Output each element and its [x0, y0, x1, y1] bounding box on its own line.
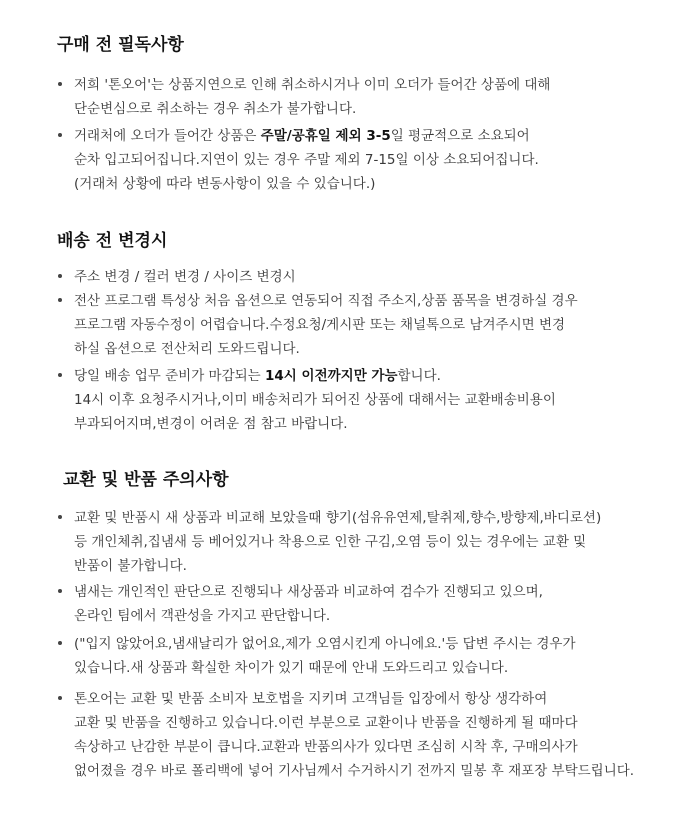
emphasis-text: 14시 이전까지만 가능 — [265, 368, 398, 384]
item-line: 부과되어지며,변경이 어려운 점 참고 바랍니다. — [74, 416, 348, 432]
item-line: 14시 이후 요청주시거나,이미 배송처리가 되어진 상품에 대해서는 교환배송비용이 — [74, 392, 556, 408]
list-item — [58, 124, 678, 196]
list-item — [58, 265, 678, 289]
emphasis-text: 주말/공휴일 제외 3-5 — [260, 128, 391, 144]
bullet-icon — [58, 589, 62, 593]
item-line: 톤오어는 교환 및 반품 소비자 보호법을 지키며 고객님들 입장에서 항상 생각하여 — [74, 691, 548, 707]
bullet-icon — [58, 641, 62, 645]
item-line: 전산 프로그램 특성상 처음 옵션으로 연동되어 직접 주소지,상품 품목을 변경하실 경우 — [74, 293, 578, 309]
list-item — [58, 364, 678, 436]
item-line: 교환 및 반품을 진행하고 있습니다.이런 부분으로 교환이나 반품을 진행하게 될 때마다 — [74, 715, 578, 731]
list-item — [58, 73, 678, 121]
item-line — [58, 124, 678, 148]
item-line — [58, 364, 678, 388]
item-line: 없어졌을 경우 바로 폴리백에 넣어 기사님께서 수거하시기 전까지 밀봉 후 재포장 부탁드립니다. — [74, 763, 635, 779]
line-text: 합니다. — [397, 368, 441, 384]
item-line: 저희 '톤오어'는 상품지연으로 인해 취소하시거나 이미 오더가 들어간 상품에 대해 — [74, 77, 551, 93]
list-item — [58, 632, 678, 680]
item-line: 단순변심으로 취소하는 경우 취소가 불가합니다. — [74, 101, 357, 117]
item-line: 있습니다.새 상품과 확실한 차이가 있기 때문에 안내 도와드리고 있습니다. — [74, 660, 509, 676]
item-line: 온라인 팀에서 객관성을 가지고 판단합니다. — [74, 608, 331, 624]
bullet-icon — [58, 696, 62, 700]
item-line: 하실 옵션으로 전산처리 도와드립니다. — [74, 341, 300, 357]
item-line: ("입지 않았어요,냄새날리가 없어요,제가 오염시킨게 아니에요.'등 답변 주시는 경우가 — [74, 636, 576, 652]
item-line: 순차 입고되어집니다.지연이 있는 경우 주말 제외 7-15일 이상 소요되어집니다. — [74, 152, 539, 168]
item-line: 속상하고 난감한 부분이 큽니다.교환과 반품의사가 있다면 조심히 시착 후, 구매의사가 — [74, 739, 578, 755]
list-item — [58, 580, 678, 628]
bullet-icon — [58, 133, 62, 137]
item-line: 프로그램 자동수정이 어렵습니다.수정요청/게시판 또는 채널톡으로 남겨주시면 변경 — [74, 317, 566, 333]
item-line: 등 개인체취,집냄새 등 베어있거나 착용으로 인한 구김,오염 등이 있는 경우에는 교환 및 — [74, 534, 587, 550]
line-text: 당일 배송 업무 준비가 마감되는 — [74, 368, 265, 384]
section-title: 교환 및 반품 주의사항 — [63, 470, 229, 490]
item-line: 반품이 불가합니다. — [74, 558, 187, 574]
list-item — [58, 687, 678, 783]
item-line: 교환 및 반품시 새 상품과 비교해 보았을때 향기(섬유유연제,탈취제,향수,방향제,바디로션) — [74, 510, 602, 526]
list-item — [58, 506, 678, 578]
item-line: (거래처 상황에 따라 변동사항이 있을 수 있습니다.) — [74, 176, 376, 192]
section-title: 배송 전 변경시 — [57, 231, 168, 251]
bullet-icon — [58, 82, 62, 86]
bullet-icon — [58, 298, 62, 302]
line-text: 일 평균적으로 소요되어 — [390, 128, 530, 144]
section-title: 구매 전 필독사항 — [57, 35, 184, 55]
item-line: 주소 변경 / 컬러 변경 / 사이즈 변경시 — [74, 269, 296, 285]
line-text: 거래처에 오더가 들어간 상품은 — [74, 128, 261, 144]
bullet-icon — [58, 515, 62, 519]
bullet-icon — [58, 274, 62, 278]
list-item — [58, 289, 678, 361]
item-line: 냄새는 개인적인 판단으로 진행되나 새상품과 비교하여 검수가 진행되고 있으며, — [74, 584, 543, 600]
bullet-icon — [58, 373, 62, 377]
